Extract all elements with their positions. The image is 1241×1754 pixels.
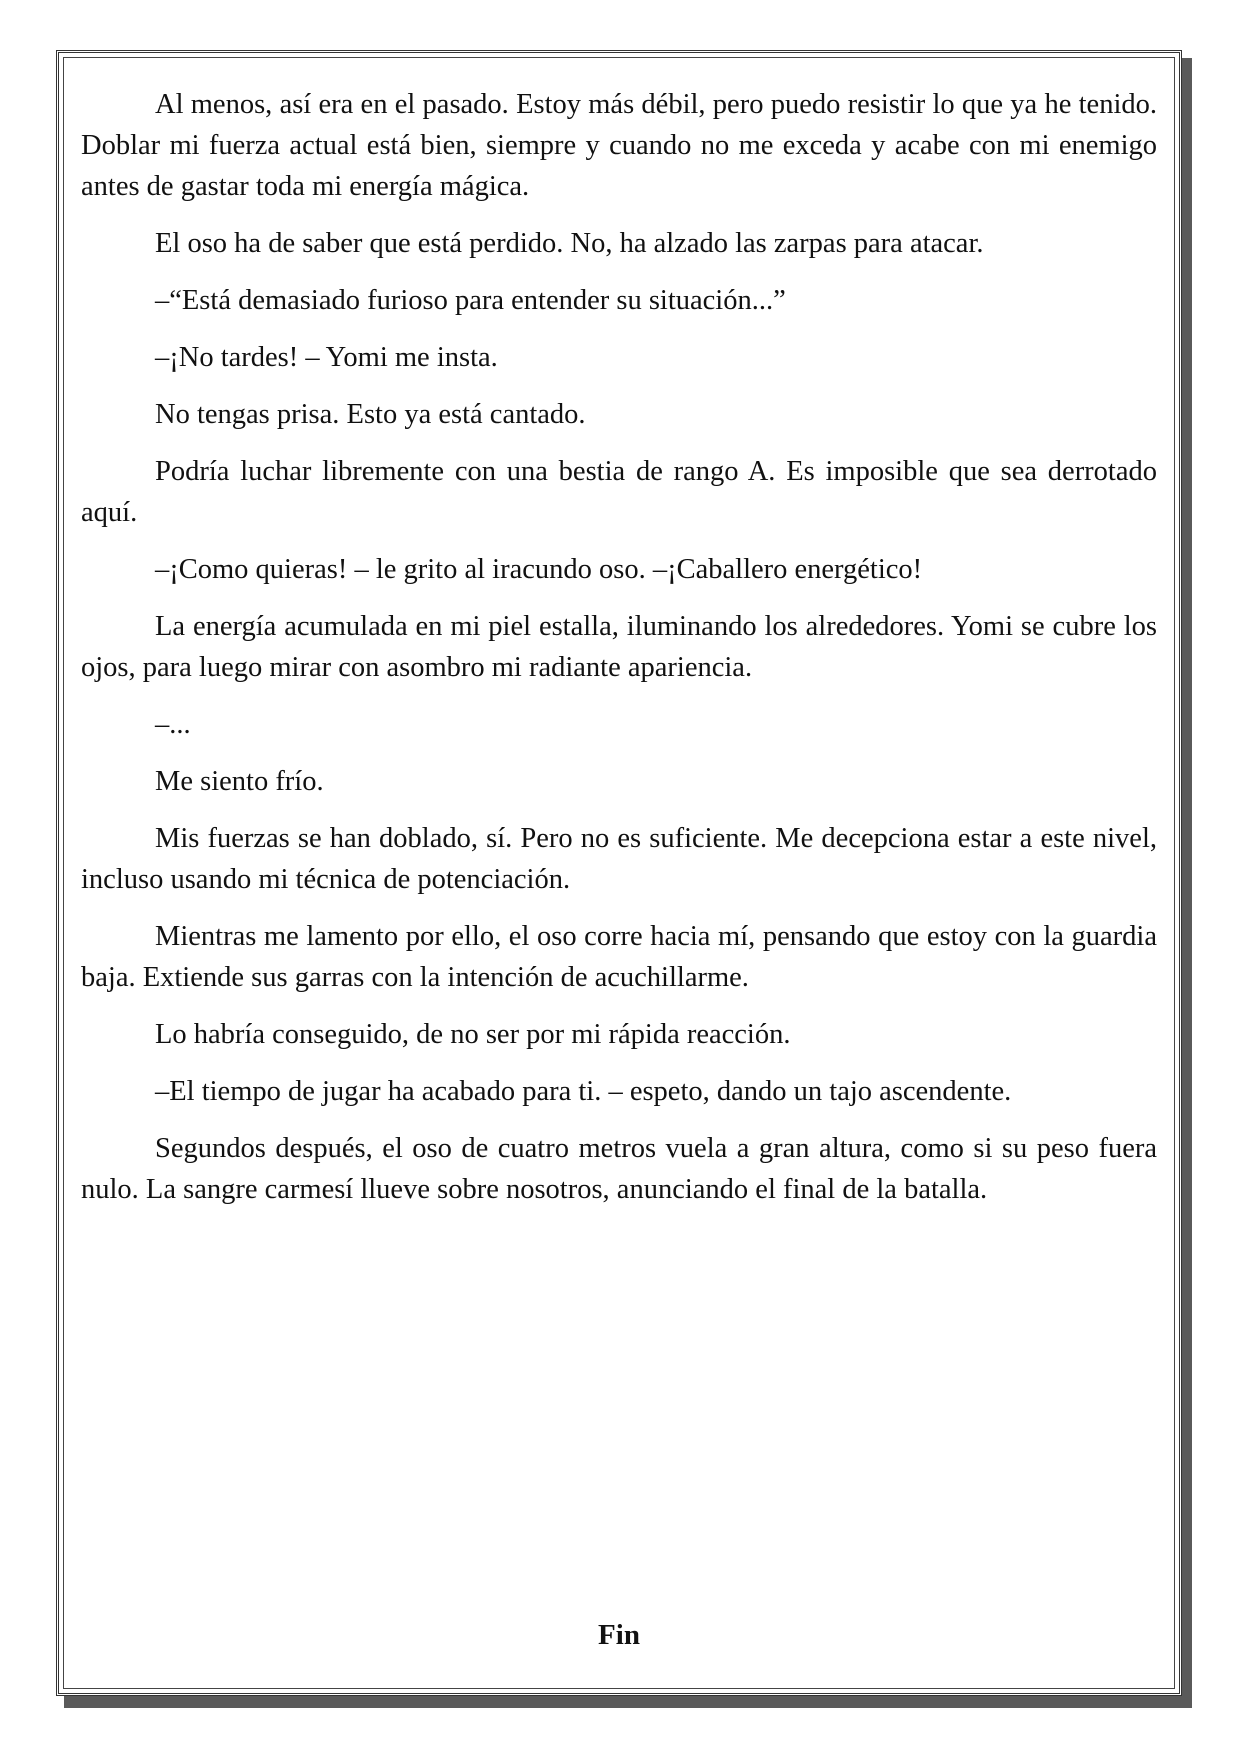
paragraph: –¡No tardes! – Yomi me insta. — [155, 342, 498, 373]
closing-text: Fin — [598, 1619, 640, 1651]
paragraph: Mis fuerzas se han doblado, sí. Pero no es suficiente. Me decepciona estar a este nivel, incluso usando mi técnica de potenciación. — [81, 823, 1157, 895]
paragraph: Podría luchar libremente con una bestia de rango A. Es imposible que sea derrotado aquí. — [81, 456, 1157, 528]
paragraph: No tengas prisa. Esto ya está cantado. — [155, 399, 586, 430]
paragraph: Lo habría conseguido, de no ser por mi rápida reacción. — [155, 1019, 791, 1050]
paragraph: –El tiempo de jugar ha acabado para ti. – espeto, dando un tajo ascendente. — [155, 1076, 1012, 1107]
page-inner-border — [63, 57, 1175, 1689]
page-frame — [56, 50, 1182, 1696]
paragraph: –¡Como quieras! – le grito al iracundo oso. –¡Caballero energético! — [155, 554, 923, 585]
story-text — [81, 84, 1157, 1226]
paragraph: Segundos después, el oso de cuatro metros vuela a gran altura, como si su peso fuera nulo. La sangre carmesí llueve sobre nosotros, anunciando el final de la batalla. — [81, 1133, 1157, 1205]
paragraph: Al menos, así era en el pasado. Estoy más débil, pero puedo resistir lo que ya he tenido. Doblar mi fuerza actual está bien, siempre y cuando no me exceda y acabe con mi enemigo antes de gastar toda mi energía mágica. — [81, 89, 1157, 202]
paragraph: Me siento frío. — [155, 766, 324, 797]
paragraph: –“Está demasiado furioso para entender su situación...” — [155, 285, 786, 316]
paragraph: El oso ha de saber que está perdido. No, ha alzado las zarpas para atacar. — [155, 228, 984, 259]
paragraph: –... — [155, 709, 191, 740]
paragraph: Mientras me lamento por ello, el oso corre hacia mí, pensando que estoy con la guardia baja. Extiende sus garras con la intención de acuchillarme. — [81, 921, 1157, 993]
paragraph: La energía acumulada en mi piel estalla, iluminando los alrededores. Yomi se cubre los ojos, para luego mirar con asombro mi radiante apariencia. — [81, 611, 1157, 683]
